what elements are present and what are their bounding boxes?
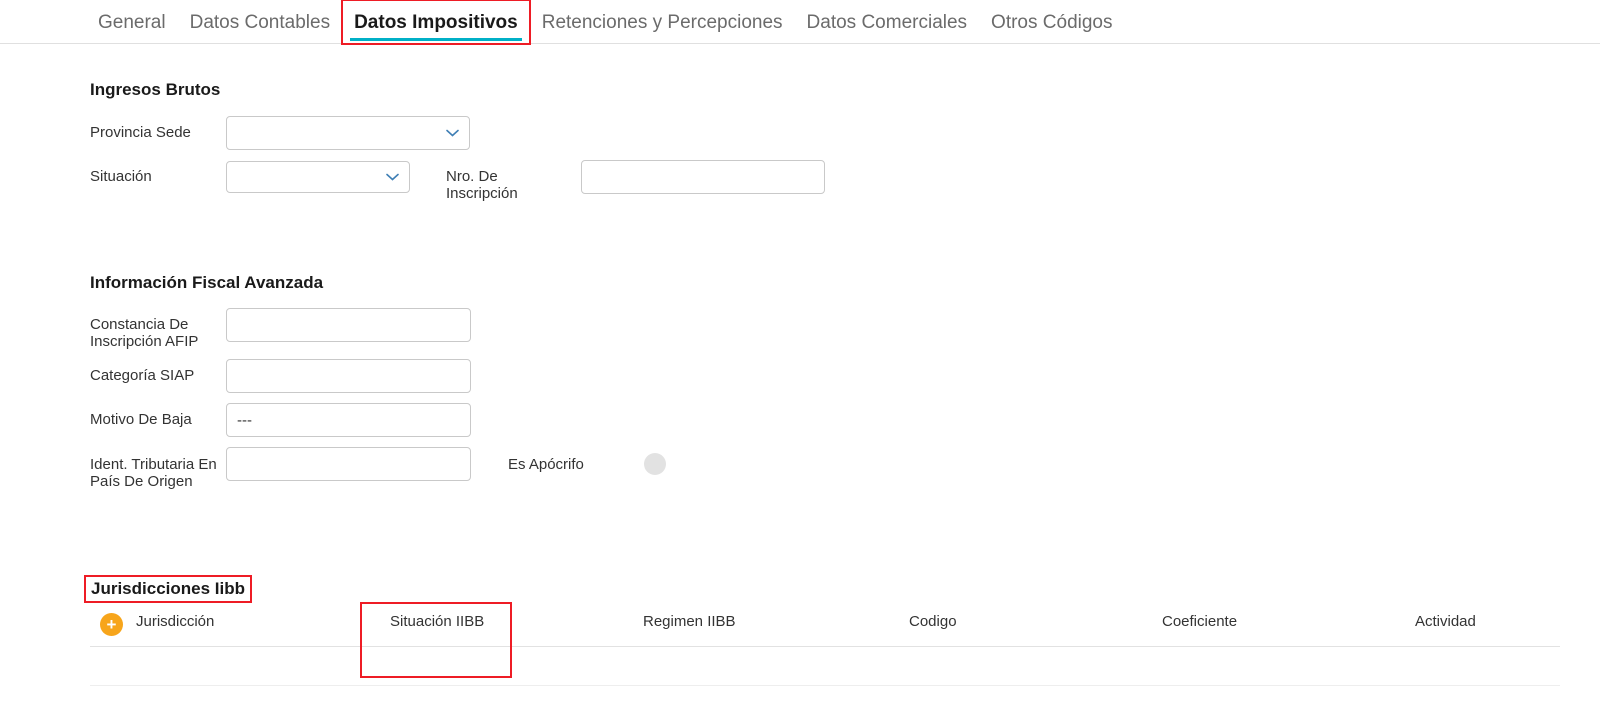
tab-label: Datos Contables — [189, 12, 331, 33]
ident-tributaria-input[interactable] — [237, 456, 460, 473]
categoria-siap-input[interactable] — [237, 368, 460, 385]
column-header-coeficiente[interactable]: Coeficiente — [1162, 613, 1238, 630]
categoria-siap-field[interactable] — [226, 359, 471, 393]
label-categoria-siap: Categoría SIAP — [90, 367, 195, 384]
column-header-situacion-iibb[interactable]: Situación IIBB — [390, 613, 485, 630]
label-nro-de-inscripcion: Nro. De Inscripción — [446, 168, 518, 203]
label-provincia-sede: Provincia Sede — [90, 124, 191, 141]
tab-label: General — [98, 12, 166, 33]
section-title-jurisdicciones-iibb: Jurisdicciones Iibb — [84, 575, 252, 603]
label-es-apocrifo: Es Apócrifo — [508, 456, 584, 473]
jurisdicciones-table — [90, 610, 1560, 686]
column-header-actividad[interactable]: Actividad — [1415, 613, 1476, 630]
tab-label: Otros Códigos — [991, 12, 1113, 33]
ident-tributaria-field[interactable] — [226, 447, 471, 481]
label-situacion: Situación — [90, 168, 152, 185]
add-row-button[interactable]: + — [100, 613, 123, 636]
tab-general[interactable] — [86, 0, 178, 44]
table-row — [90, 647, 1560, 686]
tab-datos-impositivos[interactable] — [342, 0, 530, 44]
label-ident-tributaria-en-pais-de-origen: Ident. Tributaria En País De Origen — [90, 456, 217, 491]
constancia-afip-input[interactable] — [237, 317, 460, 334]
tab-datos-contables[interactable] — [178, 0, 342, 44]
provincia-sede-select[interactable] — [226, 116, 470, 150]
tab-otros-codigos[interactable] — [979, 0, 1124, 44]
nro-de-inscripcion-input[interactable] — [592, 169, 814, 186]
tab-datos-comerciales[interactable] — [795, 0, 980, 44]
constancia-afip-field[interactable] — [226, 308, 471, 342]
tab-active-underline — [350, 38, 522, 41]
situacion-iibb-highlight-box — [360, 602, 512, 678]
motivo-de-baja-value: --- — [237, 411, 252, 429]
column-header-codigo[interactable]: Codigo — [909, 613, 957, 630]
tab-label: Datos Impositivos — [354, 12, 518, 33]
section-title-ingresos-brutos: Ingresos Brutos — [90, 80, 221, 99]
tab-label: Retenciones y Percepciones — [541, 12, 783, 33]
nro-de-inscripcion-field[interactable] — [581, 160, 825, 194]
tab-bar — [0, 0, 1600, 44]
tab-retenciones-y-percepciones[interactable] — [530, 0, 795, 44]
chevron-down-icon — [386, 173, 399, 181]
section-title-informacion-fiscal-avanzada: Información Fiscal Avanzada — [90, 273, 324, 292]
table-header-row — [90, 610, 1560, 647]
label-constancia-de-inscripcion-afip: Constancia De Inscripción AFIP — [90, 316, 199, 351]
chevron-down-icon — [446, 129, 459, 137]
column-header-jurisdiccion[interactable]: Jurisdicción — [136, 613, 215, 630]
motivo-de-baja-field[interactable] — [226, 403, 471, 437]
column-header-regimen-iibb[interactable]: Regimen IIBB — [643, 613, 736, 630]
label-motivo-de-baja: Motivo De Baja — [90, 411, 192, 428]
es-apocrifo-toggle[interactable] — [644, 453, 666, 475]
situacion-select[interactable] — [226, 161, 410, 193]
tab-label: Datos Comerciales — [806, 12, 968, 33]
